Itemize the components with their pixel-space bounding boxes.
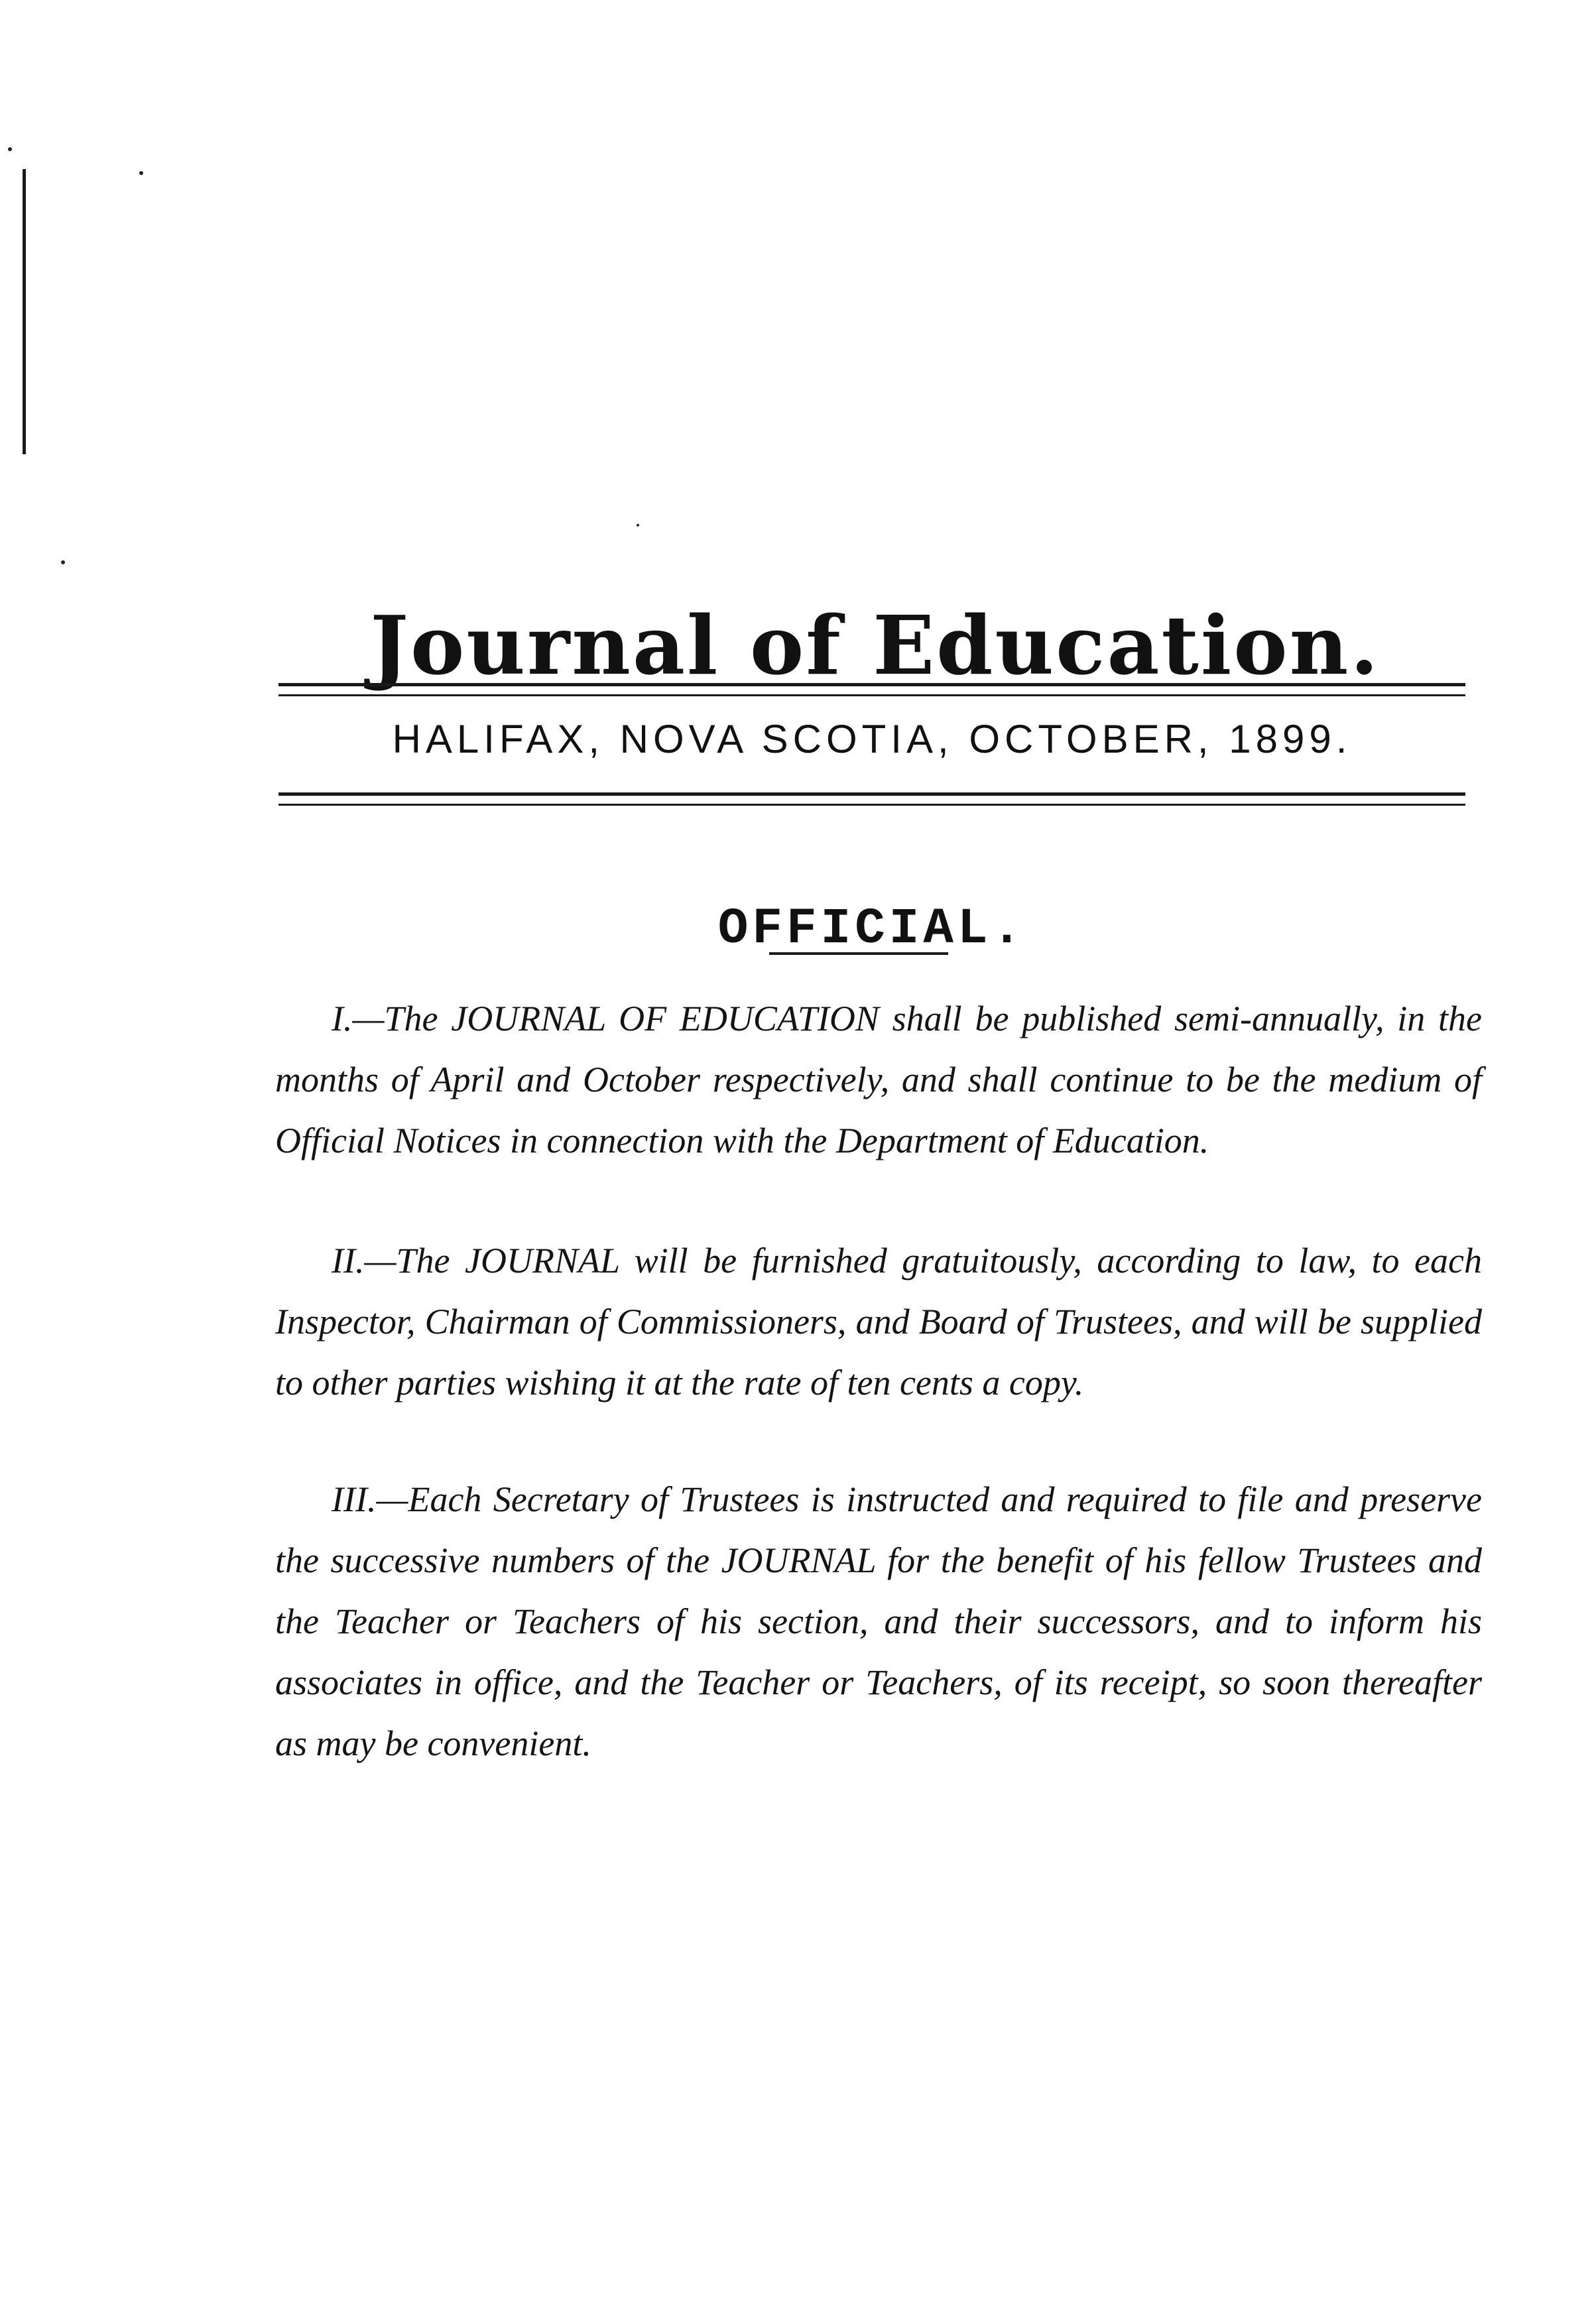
section-heading: OFFICIAL. bbox=[717, 901, 1026, 958]
paragraph-notice-2: II.—The JOURNAL will be furnished gratuitously, according to law, to each Inspector, Chairman of Commissioners, and Board of Trustees, and will be supplied to other parties wishing it at the rate of ten cents a copy. bbox=[275, 1241, 1482, 1403]
dateline: HALIFAX, NOVA SCOTIA, OCTOBER, 1899. bbox=[392, 717, 1352, 761]
heading-rule bbox=[769, 952, 948, 955]
paragraph-notice-3: III.—Each Secretary of Trustees is instructed and required to file and preserve the successive numbers of the JOURNAL for the benefit of his fellow Trustees and the Teacher or Teachers of his section, and their successors, and to inform his associates in office, and the Teacher or Teachers, of its receipt, so soon thereafter as may be convenient. bbox=[275, 1479, 1482, 1763]
scan-speck bbox=[637, 524, 639, 527]
paragraph-notice-1: I.—The JOURNAL OF EDUCATION shall be published semi-annually, in the months of April and October respectively, and shall continue to be the medium of Official Notices in connection with the Department of Education. bbox=[275, 999, 1482, 1160]
dateline-divider bbox=[278, 792, 1465, 806]
scan-speck bbox=[61, 560, 65, 564]
masthead-title: Journal of Education. bbox=[370, 597, 1381, 693]
scan-speck bbox=[8, 147, 12, 151]
masthead-divider bbox=[278, 683, 1465, 696]
scan-edge-mark bbox=[23, 398, 26, 454]
scan-edge-mark bbox=[23, 169, 26, 408]
scan-speck bbox=[139, 171, 143, 175]
